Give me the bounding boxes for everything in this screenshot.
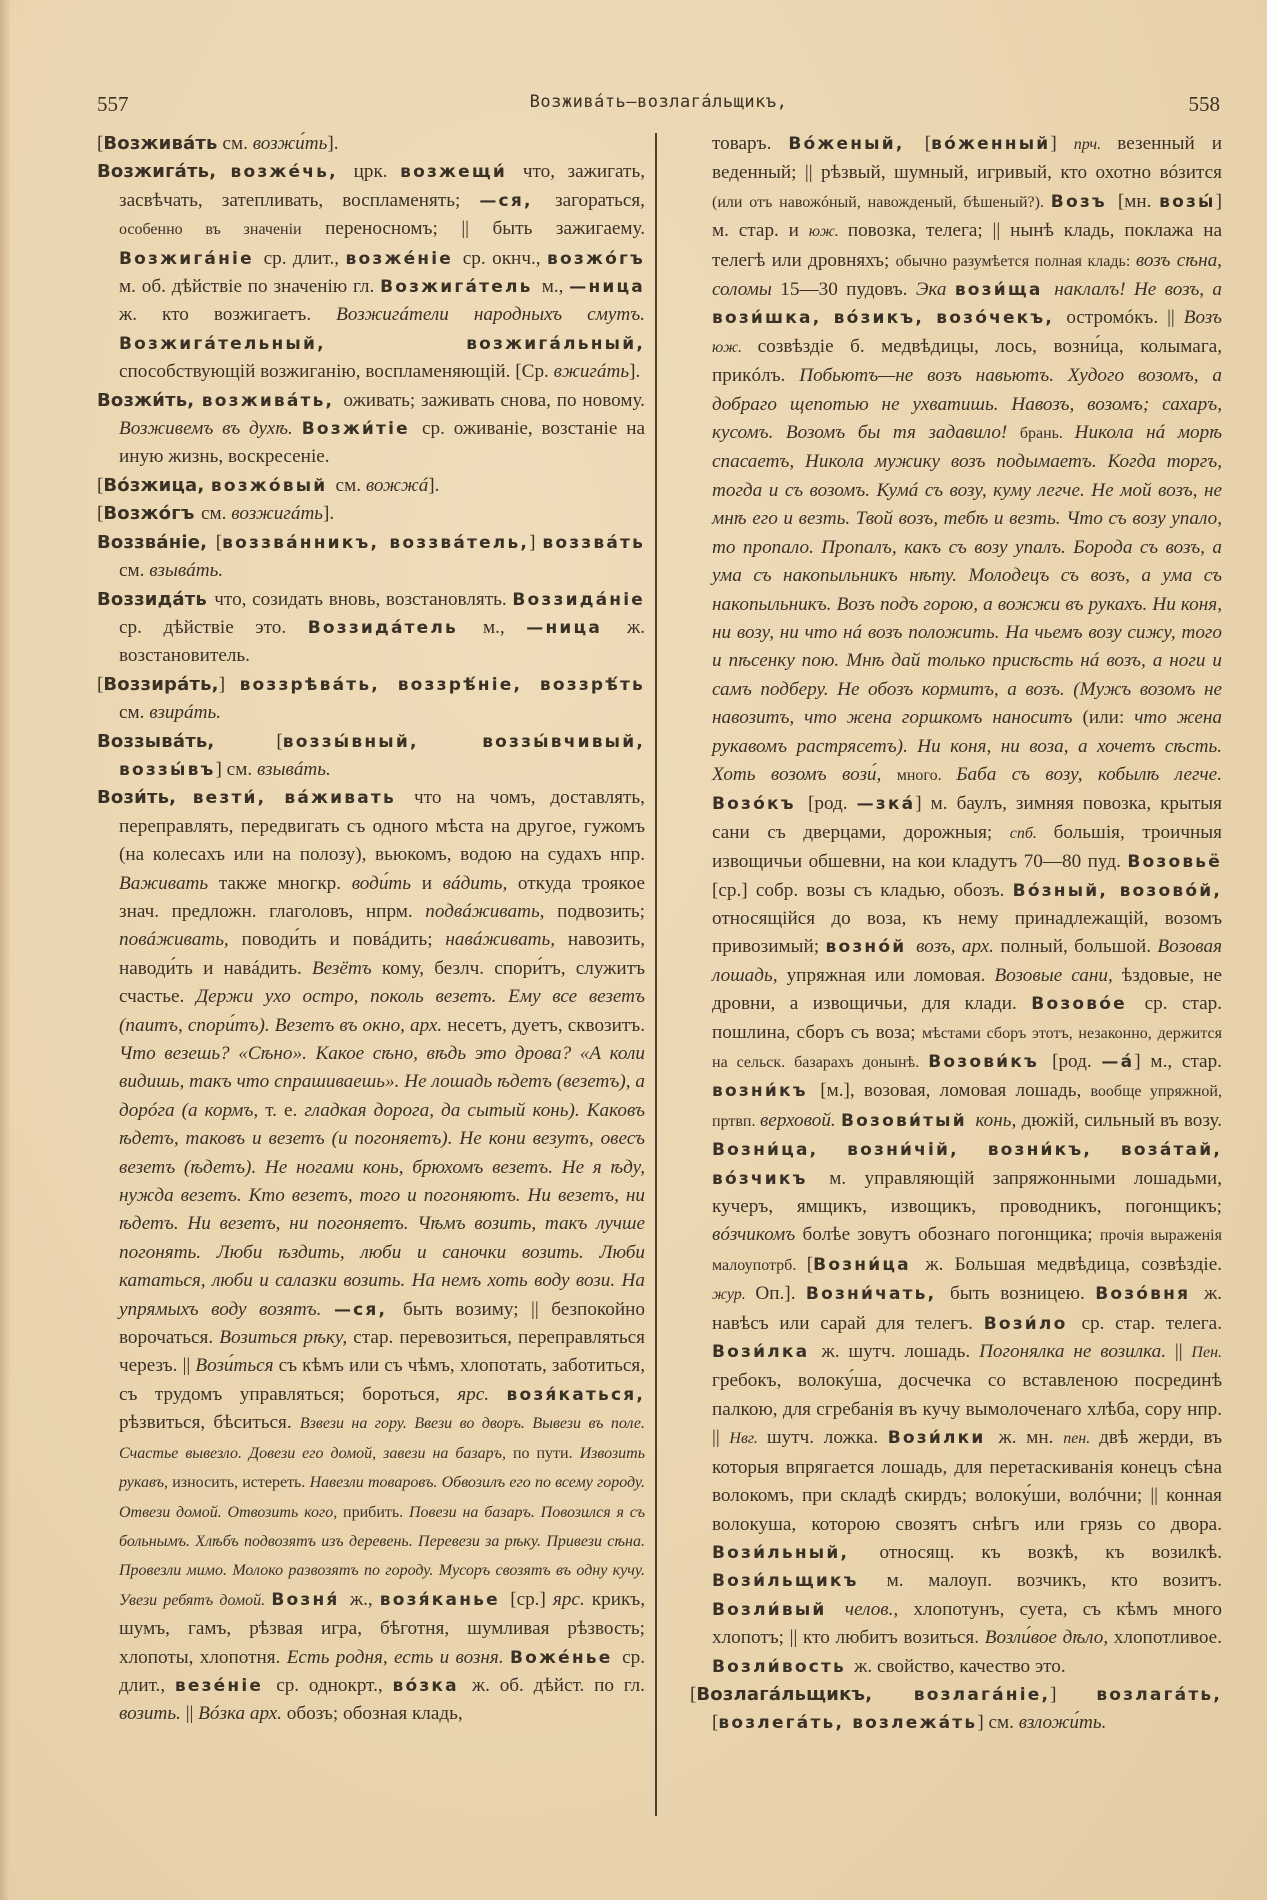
example-text: Есть родня, есть и возня.	[286, 1646, 510, 1668]
example-text: Возли́вое дѣло,	[984, 1627, 1114, 1649]
derived-word: Возли́вость	[712, 1656, 855, 1677]
derived-word: возя́каться,	[506, 1384, 646, 1405]
example-text: взывáть.	[149, 560, 224, 582]
definition-text: см.	[119, 702, 150, 724]
dictionary-entry	[97, 158, 645, 386]
definition-text: хлопотунъ, суета, съ кѣмъ много хлопотъ; || кто любитъ возиться.	[712, 1598, 1222, 1649]
definition-text: ж. Большая медвѣдица, созвѣздіе.	[925, 1253, 1223, 1275]
definition-text: относящійся до воза, къ нему принадлежащій, возомъ привозимый;	[712, 907, 1222, 958]
derived-word: везéніе	[174, 1675, 277, 1696]
example-text: вжигáть	[553, 361, 630, 383]
example-text: ярс.	[457, 1383, 507, 1405]
definition-text: хлопотливое.	[1113, 1627, 1222, 1649]
definition-text: дюжій, сильный въ возу.	[1021, 1109, 1222, 1131]
definition-text: м.,	[482, 616, 527, 638]
example-text: Возживемъ въ духѣ.	[119, 418, 302, 440]
example-text: взирáть.	[149, 702, 221, 724]
definition-text: см.	[119, 560, 150, 582]
definition-text: особенно въ значеніи	[119, 221, 302, 239]
example-text: подвáживать,	[425, 900, 558, 922]
definition-text: быть возиму; || безпокойно ворочаться.	[119, 1298, 645, 1349]
definition-text: ж. навѣсъ или сарай для телегъ.	[712, 1283, 1222, 1334]
dictionary-entry	[97, 130, 645, 158]
definition-text: см.	[335, 474, 366, 496]
definition-text: обычно разумѣется полная кладь:	[895, 252, 1136, 270]
derived-word: вóзка	[392, 1675, 472, 1696]
derived-word: Вожéнье	[509, 1647, 623, 1668]
definition-text: загораться,	[555, 189, 645, 211]
derived-word: возни́къ	[712, 1081, 821, 1102]
definition-text: [ср.] собр. возы съ кладью, обозъ.	[712, 879, 1013, 901]
headword: Вóзжица,	[103, 474, 211, 496]
example-text: навáживать,	[445, 929, 568, 951]
example-text: повáживать,	[119, 929, 242, 951]
derived-word: —зкá	[856, 794, 916, 815]
definition-text: созвѣздіе б. медвѣдицы, лось, возни́ца, колымага, прикóлъ.	[712, 335, 1223, 387]
example-text: жур.	[712, 1286, 756, 1304]
page-number-left: 557	[97, 92, 129, 116]
example-text: арх.	[410, 1014, 448, 1036]
dictionary-entry	[97, 671, 645, 728]
derived-word: воззвáнникъ, воззвáтель,	[222, 532, 530, 553]
derived-word: Вóзный, возовóй,	[1012, 880, 1222, 901]
definition-text: подвозить;	[557, 900, 645, 922]
definition-text: ] см.	[215, 758, 257, 780]
definition-text: Оп.].	[755, 1283, 806, 1305]
definition-text: ].	[428, 474, 440, 496]
definition-text: по пути.	[512, 1444, 580, 1462]
dictionary-entry	[97, 728, 645, 785]
definition-text: пртвп.	[712, 1112, 760, 1130]
derived-word: возжещи́	[400, 162, 523, 183]
derived-word: Воззидáніе	[512, 589, 645, 610]
definition-text: съ кѣмъ или съ чѣмъ, хлопотать, заботиться, съ трудомъ управляться; бороться,	[119, 1355, 645, 1405]
example-text: конь,	[975, 1109, 1022, 1131]
definition-text: большія, троичныя извощичьи обшевни, на кои кладутъ 70—80 пуд.	[712, 821, 1222, 873]
example-text: возъ, арх.	[916, 936, 1001, 958]
definition-text: болѣе зовутъ обознаго погонщика;	[802, 1224, 1100, 1246]
example-text: Баба съ возу, кобылѣ легче.	[956, 763, 1222, 785]
definition-text: ||	[185, 1703, 199, 1725]
dictionary-entry	[97, 500, 645, 528]
definition-text: [	[97, 673, 104, 695]
definition-text: ]	[1050, 1683, 1097, 1705]
derived-word: Вóженый,	[788, 134, 925, 154]
right-column	[690, 130, 1222, 1738]
headword: Возлагáльщикъ,	[696, 1683, 914, 1705]
definition-text: [род.	[808, 793, 857, 815]
page-header	[97, 92, 1220, 122]
definition-text: переносномъ; || быть зажигаему.	[301, 218, 645, 240]
example-text: Возовые сани,	[994, 964, 1122, 986]
derived-word: Возня́	[271, 1589, 350, 1610]
definition-text: износить, истереть.	[172, 1474, 310, 1492]
example-text: юж.	[712, 338, 758, 356]
definition-text: м. малоуп. возчикъ, кто возитъ.	[886, 1570, 1222, 1592]
book-binding-edge	[0, 0, 10, 1900]
definition-text: [	[276, 730, 283, 752]
example-text: Пен.	[1191, 1344, 1223, 1362]
derived-word: возлагáть,	[1096, 1684, 1222, 1705]
definition-text: двѣ жерди, въ которыя впрягается лошадь, для перетаскиванія конецъ сѣна волокомъ, при складѣ скирдъ; волоку́ши, волóчни; || конная волокуша, которою свозятъ снѣгъ или грязь со двора.	[712, 1427, 1223, 1535]
example-text: Возъ	[1183, 307, 1222, 329]
definition-text: относящ. къ возкѣ, къ возилкѣ.	[879, 1541, 1223, 1563]
derived-word: возлегáть, возлежáть	[718, 1713, 978, 1734]
headword: Возжигáть,	[97, 161, 231, 183]
derived-word: вознóй	[825, 937, 917, 958]
derived-word: Вози́льный,	[712, 1542, 880, 1563]
example-text: вóзчикомъ	[712, 1224, 803, 1246]
derived-word: Возжигáтель	[380, 277, 542, 298]
definition-text: (или отъ навожóный, навожденый, бѣшеный?).	[712, 193, 1051, 211]
definition-text: мѣстами сборъ этотъ, незаконно, держится на сельск. базарахъ донынѣ.	[712, 1024, 1222, 1071]
derived-word: Возови́тый	[841, 1110, 976, 1131]
definition-text: [	[690, 1683, 697, 1705]
headword: Воззывáть,	[97, 730, 277, 752]
derived-word: Возни́ца, возни́чій, возни́къ, возáтай, вóзчикъ	[712, 1140, 1222, 1189]
headword: Воззвáніе,	[97, 531, 216, 553]
definition-text: ср. стар. телега.	[1081, 1312, 1222, 1334]
definition-text: ср. дѣйствіе это.	[119, 616, 308, 638]
headword: Возжи́ть,	[97, 389, 202, 411]
example-text: Погонялка не возилка.	[979, 1341, 1175, 1363]
definition-text: ]	[218, 673, 240, 695]
definition-text: крикъ, шумъ, гамъ, рѣзвая игра, бѣготня, шумливая рѣзвость; хлопоты, хлопотня.	[119, 1588, 646, 1668]
definition-text: ]	[1050, 133, 1074, 154]
derived-word: возжóгъ	[547, 248, 645, 269]
definition-text: ср. длит.,	[119, 1646, 645, 1696]
derived-word: Возовьё	[1127, 852, 1222, 873]
derived-word: возживáть,	[201, 390, 344, 411]
definition-text: стар. перевозиться, переправляться черезъ. ||	[119, 1327, 645, 1377]
definition-text: ѣздовые, не дровни, а извощичьи, для клади.	[712, 964, 1222, 1015]
definition-text: ]	[529, 531, 543, 553]
definition-text: (или:	[1082, 707, 1135, 729]
definition-text: ср. длит.,	[263, 247, 346, 269]
example-text: вáдить,	[442, 872, 518, 894]
definition-text: [м.], возовая, ломовая лошадь,	[820, 1080, 1091, 1102]
derived-word: возжóвый	[210, 475, 336, 496]
definition-text: что, зажигать, засвѣчать, затепливать, воспламенять;	[119, 161, 645, 211]
definition-text: м.,	[541, 276, 570, 298]
definition-text: ж. об. дѣйст. по гл.	[471, 1674, 645, 1696]
definition-text: что на чомъ, доставлять, переправлять, передвигать съ одного мѣста на другое, гужомъ (на колесахъ или на полозу), вьюкомъ, водою на судахъ нпр.	[119, 787, 645, 866]
example-text: Возжигáтели народныхъ смутъ.	[336, 304, 645, 326]
dictionary-entry	[690, 1681, 1222, 1738]
definition-text: ].	[629, 361, 641, 383]
definition-text: ] м. стар. и	[712, 190, 1222, 242]
derived-word: Возжи́тіе	[301, 419, 423, 440]
definition-text: ж. шутч. лошадь.	[821, 1341, 980, 1363]
definition-text: ж. кто возжигаетъ.	[119, 304, 337, 326]
example-text: Везётъ	[311, 957, 382, 979]
example-text: возить.	[119, 1703, 186, 1725]
derived-word: Вози́лка	[712, 1342, 822, 1363]
headword: Воззидáть	[97, 588, 215, 610]
definition-text: ].	[327, 133, 339, 154]
definition-text: везенный и веденный; || рѣзвый, шумный, игривый, кто охотно вóзится	[712, 133, 1222, 184]
definition-text: вообще упряжной,	[1090, 1083, 1222, 1101]
definition-text: быть возницею.	[950, 1283, 1096, 1305]
derived-word: —ница	[526, 617, 627, 638]
example-text: Никола нá морѣ спасаетъ, Никола мужику возъ подымаетъ. Когда торгъ, тогда и съ возомъ. Кумá съ возу, куму легче. Не мой возъ, не мнѣ его и везть. Твой возъ, тебѣ и везть. Что съ возу упало, то пропало. Пропалъ, какъ съ возу упалъ. Борода съ возъ, а ума съ накопыльникъ нѣту. Молодецъ съ возъ, а ума съ накопыльникъ. Возъ подъ горою, а вожжи въ рукахъ. Ни коня, ни возу, ни что нá возъ положить. На чьемъ возу сижу, того и пѣсенку пою. Мнѣ дай только присѣсть нá возъ, а ноги и самъ подберу. Не обозъ кормитъ, а возъ. (Мужъ возомъ не навозитъ, что жена горшкомъ наноситъ	[712, 422, 1222, 729]
derived-word: —ся,	[479, 190, 555, 211]
example-text: гладкая дорога, да сытый конь). Каковъ ѣдетъ, таковъ и везетъ (и погоняетъ). Не кони везутъ, овесъ везетъ (ѣдетъ). Не ногами конь, брюхомъ везетъ. Не я ѣду, нужда везетъ. Кто везетъ, того и погоняютъ. Ни везетъ, ни ѣдетъ. Ни везетъ, ни погоняетъ. Чѣмъ возить, такъ лучше погонять. Люби ѣздить, люби и саночки возить. Люби кататься, люби и салазки возить. На немъ хоть воду вози. На упрямыхъ воду возятъ.	[119, 1099, 645, 1320]
definition-text: откуда троякое знач. предложн. глаголовъ, нпрм.	[119, 872, 645, 922]
definition-text: брань.	[1019, 425, 1075, 443]
example-text: Повези на базаръ. Повозился я съ больнымъ. Хлѣбъ подвозятъ изъ деревень. Перевези за рѣку. Привези сѣна. Провезли мимо. Молоко развозятъ по городу. Мусоръ свозятъ въ одну кучу. Увези ребятъ домой.	[119, 1503, 645, 1609]
definition-text: [род.	[1052, 1051, 1102, 1072]
definition-text: црк.	[353, 161, 401, 183]
definition-text: [	[97, 133, 104, 154]
derived-word: возлагáніе,	[913, 1684, 1051, 1705]
example-text: Возовая лошадь,	[712, 936, 1222, 986]
running-head: Возживáть—возлагáльщикъ,	[529, 92, 788, 112]
definition-text: кому, безлч. спори́тъ, служитъ счастье.	[119, 957, 645, 1008]
derived-word: возжéчь,	[230, 162, 354, 183]
dictionary-entry	[97, 387, 645, 472]
left-column	[97, 130, 645, 1729]
derived-word: Возови́къ	[928, 1052, 1053, 1072]
definition-text: поводи́ть и повáдить;	[241, 929, 446, 951]
derived-word: Вози́лки	[887, 1428, 999, 1449]
definition-text: ] см.	[977, 1712, 1019, 1734]
definition-text: 15—30 пудовъ.	[780, 279, 916, 301]
example-text: Взвези на гору. Ввези во дворъ. Вывези въ поле. Счастье вывезло. Довези его домой, завези на базаръ,	[119, 1415, 645, 1462]
derived-word: Воззидáтель	[307, 617, 483, 638]
example-text: Побьютъ—не возъ навьютъ. Худого возомъ, а добраго щепотью не ухватишь. Навозъ, возомъ; сахаръ, кусомъ. Возомъ бы тя задавило!	[712, 365, 1222, 444]
definition-text: и	[421, 872, 443, 894]
derived-word: Возни́ца	[813, 1254, 926, 1275]
derived-word: возы́	[1159, 191, 1216, 212]
definition-text: [	[215, 531, 223, 553]
definition-text: способствующій возжиганію, воспламеняющій. [Ср.	[119, 361, 554, 383]
derived-word: возя́канье	[379, 1589, 511, 1610]
derived-word: Возжигáніе	[119, 248, 264, 269]
example-text: Эка	[915, 279, 955, 301]
definition-text: ср. стар. пошлина, сборъ съ воза;	[712, 993, 1222, 1043]
dictionary-entry	[97, 472, 645, 500]
definition-text: ж. свойство, качество это.	[854, 1655, 1066, 1677]
column-divider	[655, 133, 657, 1816]
definition-text: ].	[323, 503, 335, 525]
definition-text: полный, большой.	[1000, 936, 1158, 958]
definition-text: обозъ; обозная кладь,	[286, 1703, 463, 1725]
definition-text: см.	[217, 133, 253, 154]
derived-word: Возóвня	[1095, 1284, 1204, 1305]
definition-text: т. е.	[265, 1099, 305, 1121]
definition-text: шутч. ложка.	[766, 1427, 888, 1449]
definition-text: [	[712, 1712, 719, 1734]
derived-word: возжéніе	[345, 248, 463, 269]
example-text: Возиться рѣку,	[219, 1327, 354, 1349]
derived-word: вози́ща	[954, 280, 1055, 301]
example-text: возжи́ть	[252, 133, 328, 154]
example-text: челов.,	[844, 1598, 914, 1620]
example-text: взывáть.	[256, 758, 331, 780]
definition-text: [	[97, 474, 104, 496]
example-text: Навезли товаровъ. Обвозилъ его по всему городу. Отвези домой. Отвозить кого,	[119, 1474, 646, 1521]
page-number-right: 558	[1188, 92, 1220, 116]
derived-word: Возжигáтельный, возжигáльный,	[119, 333, 645, 354]
dictionary-entry	[690, 130, 1222, 1681]
derived-word: Возовóе	[1031, 994, 1145, 1015]
definition-text: ||	[1174, 1341, 1192, 1363]
definition-text: также многкр.	[218, 872, 352, 894]
definition-text: ] м., стар.	[1134, 1051, 1222, 1072]
derived-word: Возли́вый	[712, 1599, 845, 1620]
definition-text: рѣзвиться, бѣситься.	[119, 1412, 300, 1434]
definition-text: м. об. дѣйствіе по значенію гл.	[119, 276, 381, 298]
headword: Возживáть	[103, 133, 218, 154]
definition-text: товаръ.	[712, 133, 789, 154]
example-text: Что везешь? «Сѣно». Какое сѣно, вѣдь это дрова? «А коли видишь, такъ что спрашиваешь». Не лошадь ѣдетъ (везетъ), а дорóга (а кормъ,	[119, 1043, 645, 1121]
example-text: юж.	[808, 223, 848, 241]
derived-word: Вози́льщикъ	[712, 1571, 887, 1592]
example-text: вожжá	[365, 474, 429, 496]
definition-text: ж. мн.	[998, 1427, 1064, 1449]
example-text: возъ сѣна, соломы	[712, 249, 1222, 301]
definition-text: нынѣ кладь, поклажа на телегѣ или дровняхъ;	[712, 220, 1223, 271]
definition-text: гребокъ, волоку́ша, досчечка со вставленою посрединѣ палкою, для сгребанія въ кучу вымолоченаго хлѣба, сору нпр. ||	[712, 1370, 1222, 1449]
definition-text: ] м. баулъ, зимняя повозка, крытыя сани съ дверцами, дорожныя;	[712, 793, 1222, 843]
definition-text: см.	[201, 503, 232, 525]
derived-word: вози́шка, вóзикъ, возóчекъ,	[712, 308, 1067, 329]
example-text: пен.	[1063, 1430, 1100, 1448]
definition-text: [	[806, 1253, 814, 1275]
derived-word: воззрѣвáть, воззрѣ́ніе, воззрѣ́ть	[239, 674, 645, 695]
derived-word: —ся,	[333, 1299, 404, 1320]
definition-text: [	[97, 503, 104, 525]
example-text: води́ть	[351, 872, 422, 894]
example-text: что жена рукавомъ растрясетъ). Ни коня, ни воза, а хочетъ сѣсть. Хоть возомъ вози́,	[712, 707, 1223, 785]
example-text: Извозить рукавъ,	[119, 1444, 645, 1492]
definition-text: [мн.	[1117, 190, 1160, 212]
derived-word: воззвáть	[542, 532, 646, 553]
definition-text: много.	[896, 766, 957, 784]
example-text: прч.	[1073, 136, 1118, 153]
headword: Возжóгъ	[103, 503, 202, 525]
definition-text: [	[924, 133, 932, 154]
headword: Вози́ть,	[97, 787, 193, 809]
derived-word: Возóкъ	[712, 794, 809, 815]
definition-text: ж. возстановитель.	[119, 616, 645, 667]
example-text: возжигáть	[231, 503, 324, 525]
example-text: Важивать	[119, 872, 219, 894]
definition-text: упряжная или ломовая.	[786, 964, 995, 986]
derived-word: вóженный	[931, 134, 1051, 154]
derived-word: —ница	[569, 277, 645, 298]
headword: Воззирáть,	[103, 673, 219, 695]
definition-text: ср. оживаніе, возстаніе на иную жизнь, воскресеніе.	[119, 418, 645, 468]
derived-word: Возни́чать,	[805, 1284, 951, 1305]
example-text: Вóзка арх.	[198, 1703, 287, 1725]
example-text: Держи ухо остро, поколь везетъ. Ему все везетъ (паитъ, спори́тъ). Везетъ въ окно,	[119, 986, 645, 1036]
definition-text: ср. однокрт.,	[276, 1674, 393, 1696]
dictionary-entry	[97, 784, 645, 1728]
example-text: ярс.	[552, 1588, 592, 1610]
dictionary-entry	[97, 586, 645, 671]
derived-word: везти́, вáживать	[192, 788, 415, 809]
example-text: наклалъ! Не возъ, а	[1054, 279, 1223, 301]
definition-text: повозка, телега; ||	[847, 220, 1011, 242]
definition-text: что, созидать вновь, возстановлять.	[214, 588, 513, 610]
definition-text: остромóкъ. ||	[1066, 307, 1184, 329]
example-text: Нвг.	[729, 1430, 767, 1448]
definition-text: оживать; заживать снова, по новому.	[343, 389, 645, 411]
definition-text: несетъ, дуетъ, сквозитъ.	[447, 1014, 646, 1036]
example-text: верховой.	[759, 1109, 842, 1131]
definition-text: ж.,	[349, 1588, 380, 1610]
definition-text: прочія выраженія малоупотрб.	[712, 1227, 1222, 1274]
dictionary-entry	[97, 529, 645, 586]
derived-word: Вози́ло	[983, 1313, 1082, 1334]
example-text: Вози́ться	[195, 1355, 279, 1377]
derived-word: воззы́вный, воззы́вчивый, воззы́въ	[119, 731, 645, 780]
definition-text: ср. окнч.,	[462, 247, 548, 269]
definition-text: м. управляющій запряжонными лошадьми, кучеръ, ямщикъ, извощикъ, проводникъ, погонщикъ;	[712, 1167, 1222, 1218]
definition-text: прибить.	[343, 1503, 409, 1521]
definition-text: [ср.]	[510, 1588, 553, 1610]
example-text: спб.	[1009, 824, 1054, 842]
definition-text: навозить, наводи́ть и навáдить.	[119, 929, 646, 979]
derived-word: —á	[1101, 1052, 1135, 1072]
derived-word: Возъ	[1050, 191, 1118, 212]
example-text: взложи́ть.	[1018, 1712, 1107, 1734]
